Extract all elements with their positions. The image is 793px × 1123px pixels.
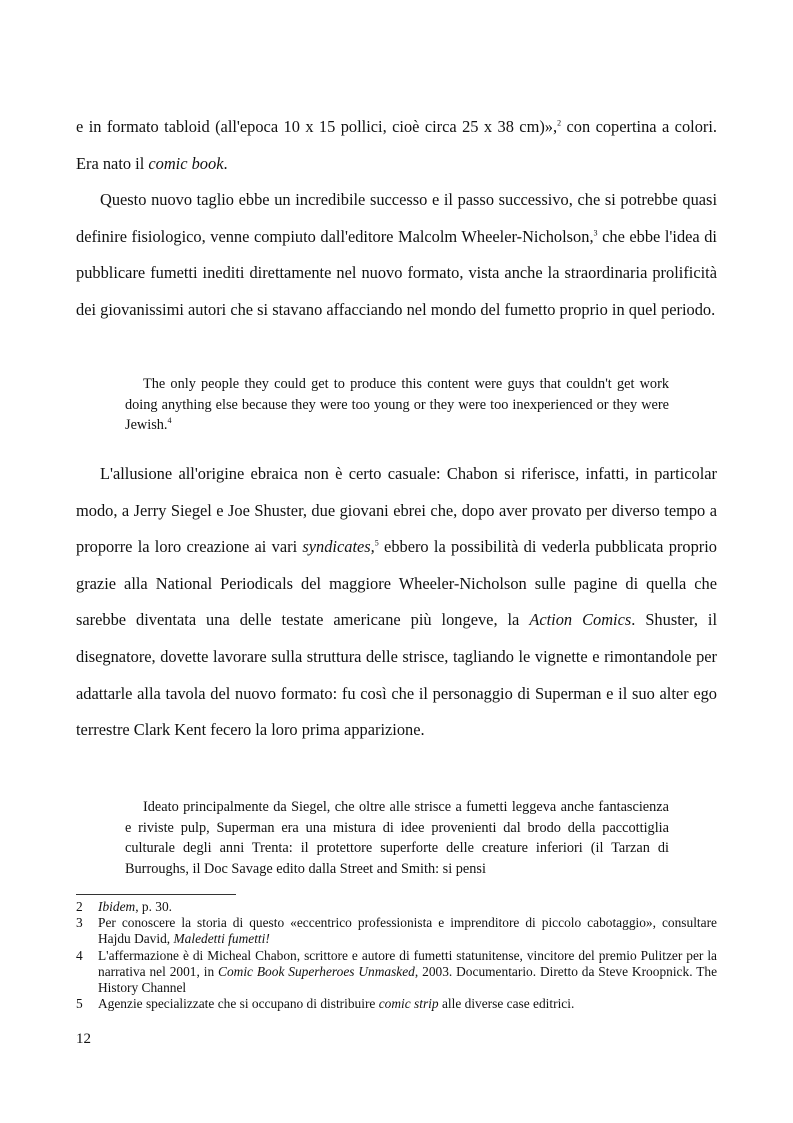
footnote-text xyxy=(98,996,717,1012)
block-quote-superman xyxy=(125,797,669,879)
footnote-number: 2 xyxy=(76,899,83,914)
paragraph-text: Questo nuovo taglio ebbe un incredibile successo e il passo successivo, che si potrebbe quasi definire fisiologico, venne compiuto dall'editore Malcolm Wheeler-Nicholson, xyxy=(76,190,717,246)
paragraph-text: con copertina a colori. Era nato il xyxy=(76,117,717,173)
footnote-ref-5[interactable]: 5 xyxy=(374,538,379,548)
footnotes xyxy=(76,899,717,1012)
footnote-number: 4 xyxy=(76,947,83,963)
paragraph-text: ebbero la possibilità di vederla pubblicata proprio grazie alla National Periodicals del maggiore Wheeler-Nicholson sulle pagine di quella che sarebbe diventata una delle testate americane più longeve, la xyxy=(76,537,717,630)
italic-term: syndicates, xyxy=(302,537,375,557)
footnote-text xyxy=(98,899,717,915)
italic-term: comic book xyxy=(148,153,224,173)
footnote-2 xyxy=(76,899,717,915)
quote-text: Ideato principalmente da Siegel, che oltre alle strisce a fumetti leggeva anche fantascienza e riviste pulp, Superman era una mistura di idee provenienti dal brodo della paccottiglia culturale degli anni Trenta: il protettore superforte delle creature inferiori (il Tarzan di Burroughs, il Doc Savage edito dalla Street and Smith: si pensi xyxy=(125,799,669,877)
footnote-number: 3 xyxy=(76,915,83,931)
paragraph-text: L'allusione all'origine ebraica non è certo casuale: Chabon si riferisce, infatti, in particolar modo, a Jerry Siegel e Joe Shuster, due giovani ebrei che, dopo aver provato per diverso tempo a proporre la loro creazione ai vari xyxy=(76,464,717,557)
italic-term: Maledetti fumetti! xyxy=(173,931,270,947)
paragraph-text: . Shuster, il disegnatore, dovette lavorare sulla struttura delle strisce, tagliando le vignette e rimontandole per adattarle alla tavola del nuovo formato: fu così che il personaggio di Superman e il suo alter ego terrestre Clark Kent fecero la loro prima apparizione. xyxy=(76,610,718,740)
footnote-body: L'affermazione è di Micheal Chabon, scrittore e autore di fumetti statunitense, vincitore del premio Pulitzer per la narrativa nel 2001, in xyxy=(98,947,717,979)
footnote-ref-4[interactable]: 4 xyxy=(167,416,172,426)
footnote-body: , p. 30. xyxy=(135,899,173,914)
paragraph-siegel-shuster xyxy=(76,456,717,749)
footnote-number: 5 xyxy=(76,996,83,1012)
footnote-body: alle diverse case editrici. xyxy=(438,996,575,1012)
paragraph-text: e in formato tabloid (all'epoca 10 x 15 pollici, cioè circa 25 x 38 cm)», xyxy=(76,117,558,136)
footnote-separator xyxy=(76,894,236,895)
footnote-5 xyxy=(76,996,717,1012)
footnote-4 xyxy=(76,948,717,997)
italic-term: comic strip xyxy=(378,996,439,1012)
italic-term: Comic Book Superheroes Unmasked xyxy=(218,963,415,979)
quote-text: The only people they could get to produce this content were guys that couldn't get work doing anything else because they were too young or they were too inexperienced or they were Jewish. xyxy=(125,376,669,433)
punctuation: . xyxy=(223,153,228,173)
footnote-text xyxy=(98,915,717,947)
italic-term: Ibidem xyxy=(98,899,136,914)
footnote-body: Agenzie specializzate che si occupano di distribuire xyxy=(98,996,379,1012)
footnote-ref-3[interactable]: 3 xyxy=(593,228,598,238)
footnote-body: Per conoscere la storia di questo «eccentrico professionista e imprenditore di piccolo cabotaggio», consultare Hajdu David, xyxy=(98,915,717,947)
paragraph-text: che ebbe l'idea di pubblicare fumetti inediti direttamente nel nuovo formato, vista anche la straordinaria prolificità dei giovanissimi autori che si stavano affacciando nel mondo del fumetto proprio in quel periodo. xyxy=(76,226,717,319)
footnote-body: , 2003. Documentario. Diretto da Steve Kroopnick. The History Channel xyxy=(98,963,718,996)
italic-term: Action Comics xyxy=(529,610,632,630)
paragraph-wheeler-nicholson xyxy=(76,182,717,328)
paragraph-continuation xyxy=(76,109,717,182)
footnote-ref-2[interactable]: 2 xyxy=(557,118,562,128)
page-number: 12 xyxy=(76,1031,91,1047)
block-quote-chabon xyxy=(125,374,669,436)
footnote-text xyxy=(98,948,717,997)
footnote-3 xyxy=(76,915,717,947)
